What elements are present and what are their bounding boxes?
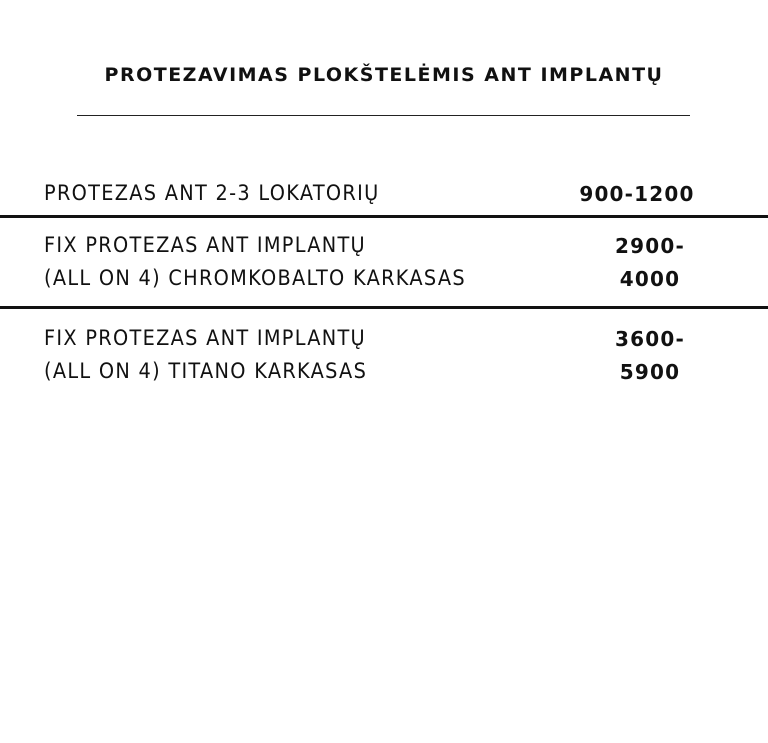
page-title: PROTEZAVIMAS PLOKŠTELĖMIS ANT IMPLANTŲ <box>104 64 664 86</box>
row-price: 3600- <box>615 327 685 351</box>
row-divider <box>0 215 768 218</box>
row-price: 4000 <box>619 267 681 291</box>
row-price: 2900- <box>615 234 685 258</box>
row-description: PROTEZAS ANT 2-3 LOKATORIŲ <box>44 181 380 205</box>
row-description: FIX PROTEZAS ANT IMPLANTŲ <box>44 326 366 350</box>
row-divider <box>0 306 768 309</box>
row-price: 5900 <box>619 360 681 384</box>
title-underline <box>77 115 690 116</box>
row-description: (ALL ON 4) TITANO KARKASAS <box>44 359 368 383</box>
row-description: FIX PROTEZAS ANT IMPLANTŲ <box>44 233 366 257</box>
row-price: 900-1200 <box>579 182 695 206</box>
row-description: (ALL ON 4) CHROMKOBALTO KARKASAS <box>44 266 466 290</box>
